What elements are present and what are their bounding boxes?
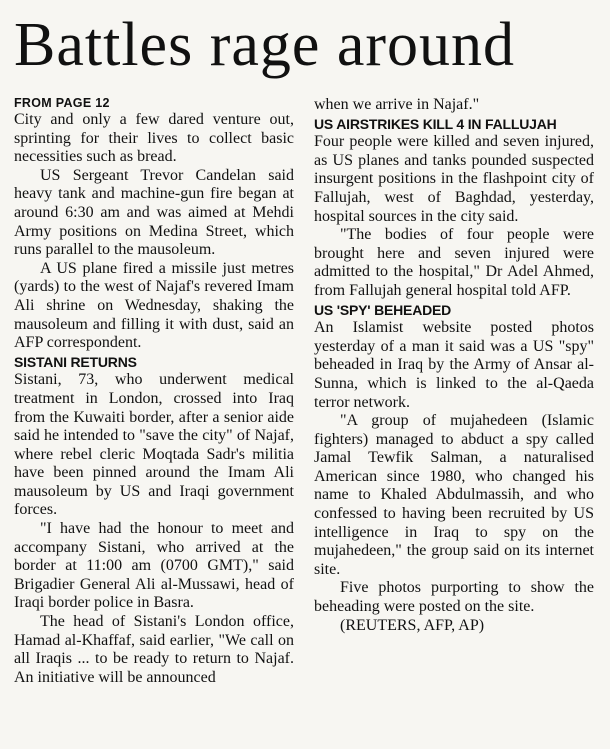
section-subhead: US 'SPY' BEHEADED xyxy=(314,301,452,318)
headline: Battles rage around xyxy=(14,11,516,79)
article-column-right xyxy=(314,96,594,635)
article-column-left xyxy=(14,96,294,687)
article-paragraph: City and only a few dared venture out, sprinting for their lives to collect basic necessities such as bread. xyxy=(14,111,294,166)
article-paragraph: "A group of mujahedeen (Islamic fighters) managed to abduct a spy called Jamal Tewfik Salman, a naturalised American since 1980, who changed his name to Khaled Abdulmassih, and who confessed to having been recruited by US intelligence in Iraq to spy on the mujahedeen," the group said on its internet site. xyxy=(314,412,594,578)
section-subhead: US AIRSTRIKES KILL 4 IN FALLUJAH xyxy=(314,115,557,132)
article-paragraph: "The bodies of four people were brought here and seven injured were admitted to the hospital," Dr Adel Ahmed, from Fallujah general hospital told AFP. xyxy=(314,226,594,299)
source-credit: (REUTERS, AFP, AP) xyxy=(340,616,485,634)
article-paragraph: An Islamist website posted photos yesterday of a man it said was a US "spy" beheaded in Iraq by the Army of Ansar al-Sunna, which is linked to the al-Qaeda terror network. xyxy=(314,319,594,411)
continued-from-label: FROM PAGE 12 xyxy=(14,96,110,110)
article-paragraph: Four people were killed and seven injured, as US planes and tanks pounded suspected insurgent positions in the flashpoint city of Fallujah, west of Baghdad, yesterday, hospital sources in the city said. xyxy=(314,133,594,225)
article-paragraph: A US plane fired a missile just metres (yards) to the west of Najaf's revered Imam Ali shrine on Wednesday, shaking the mausoleum and filling it with dust, said an AFP correspondent. xyxy=(14,259,294,352)
article-paragraph: The head of Sistani's London office, Hamad al-Khaffaf, said earlier, "We call on all Iraqis ... to be ready to return to Najaf. An initiative will be announced xyxy=(14,613,294,686)
section-subhead: SISTANI RETURNS xyxy=(14,353,137,370)
left-column-body xyxy=(14,111,294,687)
article-paragraph: Five photos purporting to show the beheading were posted on the site. xyxy=(314,579,594,616)
right-column-body xyxy=(314,96,594,635)
article-paragraph: when we arrive in Najaf." xyxy=(314,96,480,113)
article-paragraph: Sistani, 73, who underwent medical treatment in London, crossed into Iraq from the Kuwaiti border, after a senior aide said he intended to "save the city" of Najaf, where rebel cleric Moqtada Sadr's militia have been pinned around the Imam Ali mausoleum by US and Iraqi government forces. xyxy=(14,371,294,519)
article-paragraph: "I have had the honour to meet and accompany Sistani, who arrived at the border at 11:00 am (0700 GMT)," said Brigadier General Ali al-Mussawi, head of Iraqi border police in Basra. xyxy=(14,520,294,612)
article-paragraph: US Sergeant Trevor Candelan said heavy tank and machine-gun fire began at around 6:30 am and was aimed at Mehdi Army positions on Medina Street, which runs parallel to the mausoleum. xyxy=(14,166,294,259)
